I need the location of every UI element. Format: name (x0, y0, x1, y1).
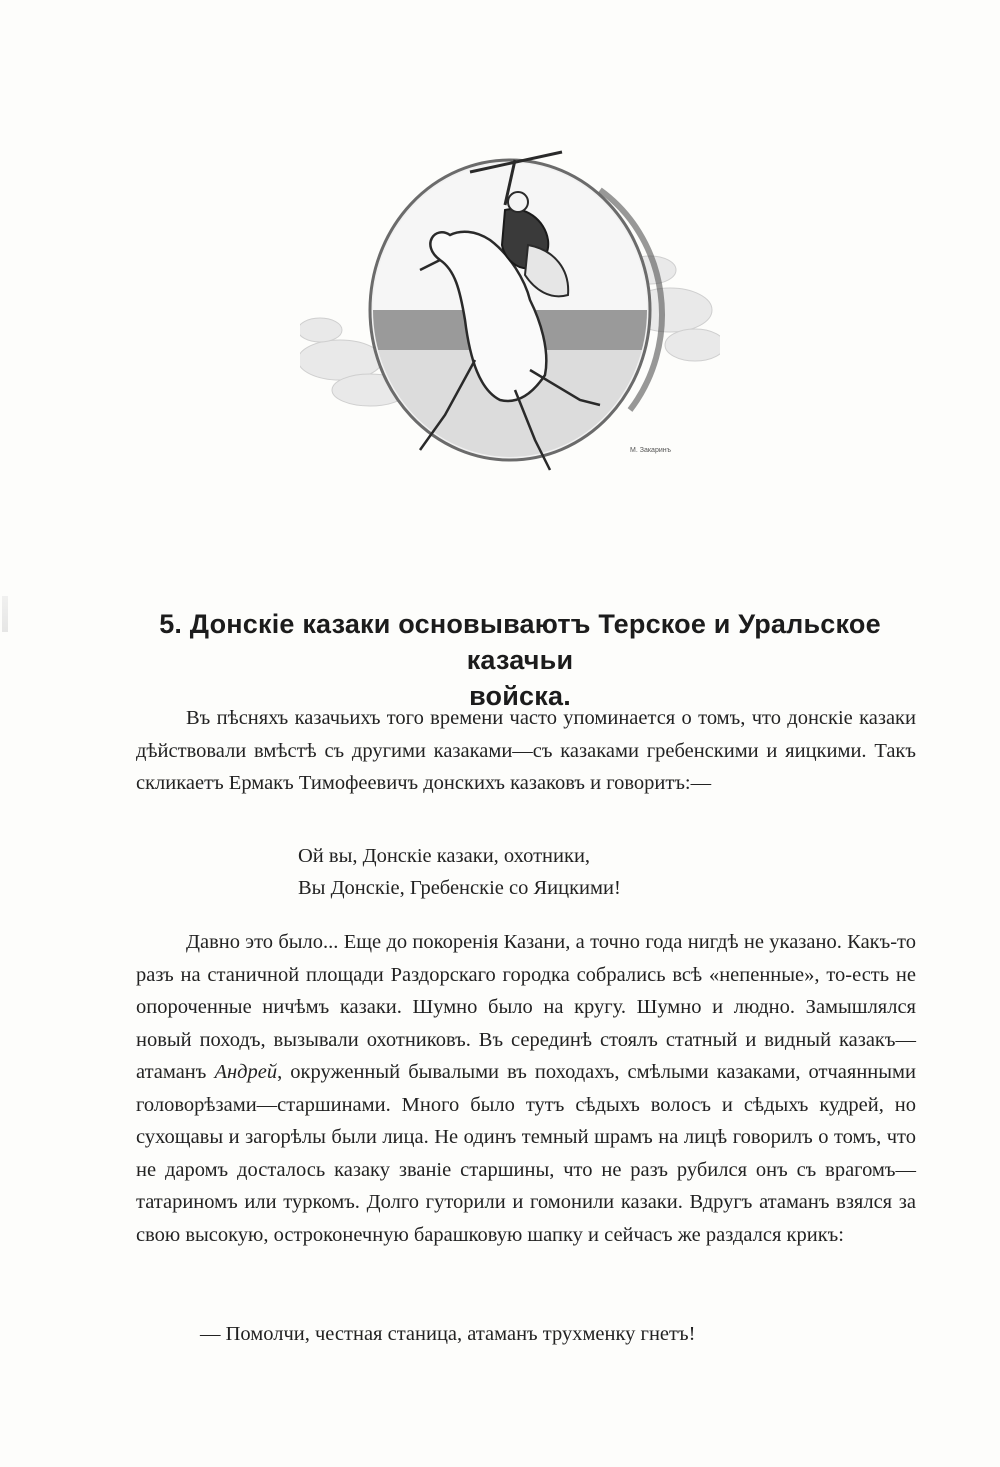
paragraph-1: Въ пѣсняхъ казачьихъ того времени часто упоминается о томъ, что донскіе казаки дѣйствовали вмѣстѣ съ другими казаками—съ казаками гребенскими и яицкими. Такъ скликаетъ Ермакъ Тимофеевичъ донскихъ казаковъ и говоритъ:— (136, 707, 916, 794)
paragraph-2 (136, 926, 916, 1251)
artist-signature: М. Закаринъ (630, 447, 671, 454)
chapter-heading-line-2: войска. (469, 681, 571, 711)
smoke-cloud-right-low (665, 329, 720, 361)
paragraph-2-text-a: Давно это было... Еще до покоренія Казани, а точно года нигдѣ не указано. Какъ-то разъ на станичной площади Раздорскаго городка собрались всѣ «непенные», то-есть не опороченные ничѣмъ казаки. Шумно было на кругу. Шумно и людно. Замышлялся новый походъ, вызывали охотниковъ. Въ серединѣ стоялъ статный и видный казакъ—атаманъ (136, 931, 916, 1083)
page-edge-smudge (2, 596, 8, 632)
ataman-name: Андрей (214, 1061, 278, 1083)
vignette-drawing (300, 150, 720, 480)
chapter-heading (120, 606, 920, 714)
dialogue-line: — Помолчи, честная станица, атаманъ трухменку гнетъ! (200, 1323, 696, 1345)
paragraph-2-text-b: , окруженный бывалыми въ походахъ, смѣлыми казаками, отчаянными головорѣзами—старшинами. Много было тутъ сѣдыхъ волосъ и сѣдыхъ кудрей, но сухощавы и загорѣлы были лица. Не одинъ темный шрамъ на лицѣ говорилъ о томъ, что не даромъ досталось казаку званіе старшины, что не разъ рубился онъ съ врагомъ—татариномъ или туркомъ. Долго гуторили и гомонили казаки. Вдругъ атаманъ взялся за свою высокую, остроконечную барашковую шапку и сейчасъ же раздался крикъ: (136, 1061, 916, 1246)
chapter-heading-line-1: 5. Донскіе казаки основываютъ Терское и Уральское казачьи (159, 609, 881, 675)
song-verse (298, 840, 818, 904)
smoke-cloud-left-top (300, 318, 342, 342)
cossack-rider-vignette (300, 150, 720, 480)
verse-line-2: Вы Донскіе, Гребенскіе со Яицкими! (298, 877, 621, 899)
verse-line-1: Ой вы, Донскіе казаки, охотники, (298, 845, 591, 867)
